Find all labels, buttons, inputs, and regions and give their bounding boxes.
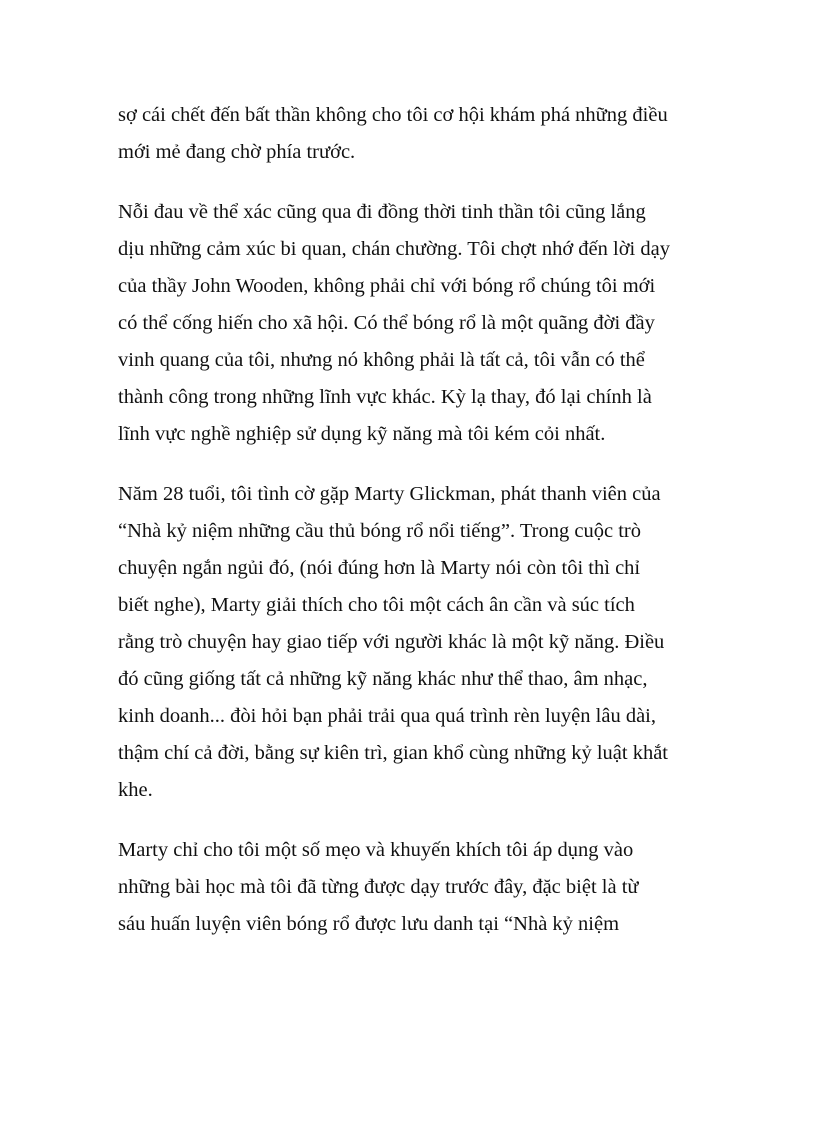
text-line: có thể cống hiến cho xã hội. Có thể bóng rổ là một quãng đời đầy [118,312,655,334]
text-line: mới mẻ đang chờ phía trước. [118,141,356,163]
text-line: sáu huấn luyện viên bóng rổ được lưu danh tại “Nhà kỷ niệm [118,913,620,935]
text-line: Marty chỉ cho tôi một số mẹo và khuyến khích tôi áp dụng vào [118,839,634,861]
text-line: rằng trò chuyện hay giao tiếp với người khác là một kỹ năng. Điều [118,631,665,653]
paragraph-3 [118,476,698,809]
text-line: vinh quang của tôi, nhưng nó không phải là tất cả, tôi vẫn có thể [118,349,645,371]
text-line: chuyện ngắn ngủi đó, (nói đúng hơn là Marty nói còn tôi thì chỉ [118,557,641,579]
paragraph-2 [118,194,698,453]
text-line: khe. [118,779,153,801]
document-body [118,97,698,966]
text-line: thành công trong những lĩnh vực khác. Kỳ lạ thay, đó lại chính là [118,386,652,408]
text-line: sợ cái chết đến bất thần không cho tôi cơ hội khám phá những điều [118,104,668,126]
paragraph-1 [118,97,698,171]
text-line: dịu những cảm xúc bi quan, chán chường. Tôi chợt nhớ đến lời dạy [118,238,670,260]
text-line: Năm 28 tuổi, tôi tình cờ gặp Marty Glickman, phát thanh viên của [118,483,661,505]
text-line: lĩnh vực nghề nghiệp sử dụng kỹ năng mà tôi kém cỏi nhất. [118,423,606,445]
text-line: thậm chí cả đời, bằng sự kiên trì, gian khổ cùng những kỷ luật khắt [118,742,669,764]
text-line: Nỗi đau về thể xác cũng qua đi đồng thời tinh thần tôi cũng lắng [118,201,646,223]
text-line: “Nhà kỷ niệm những cầu thủ bóng rổ nổi tiếng”. Trong cuộc trò [118,520,641,542]
text-line: biết nghe), Marty giải thích cho tôi một cách ân cần và súc tích [118,594,635,616]
paragraph-4 [118,832,698,943]
text-line: những bài học mà tôi đã từng được dạy trước đây, đặc biệt là từ [118,876,639,898]
text-line: kinh doanh... đòi hỏi bạn phải trải qua quá trình rèn luyện lâu dài, [118,705,656,727]
text-line: của thầy John Wooden, không phải chỉ với bóng rổ chúng tôi mới [118,275,656,297]
text-line: đó cũng giống tất cả những kỹ năng khác như thể thao, âm nhạc, [118,668,648,690]
